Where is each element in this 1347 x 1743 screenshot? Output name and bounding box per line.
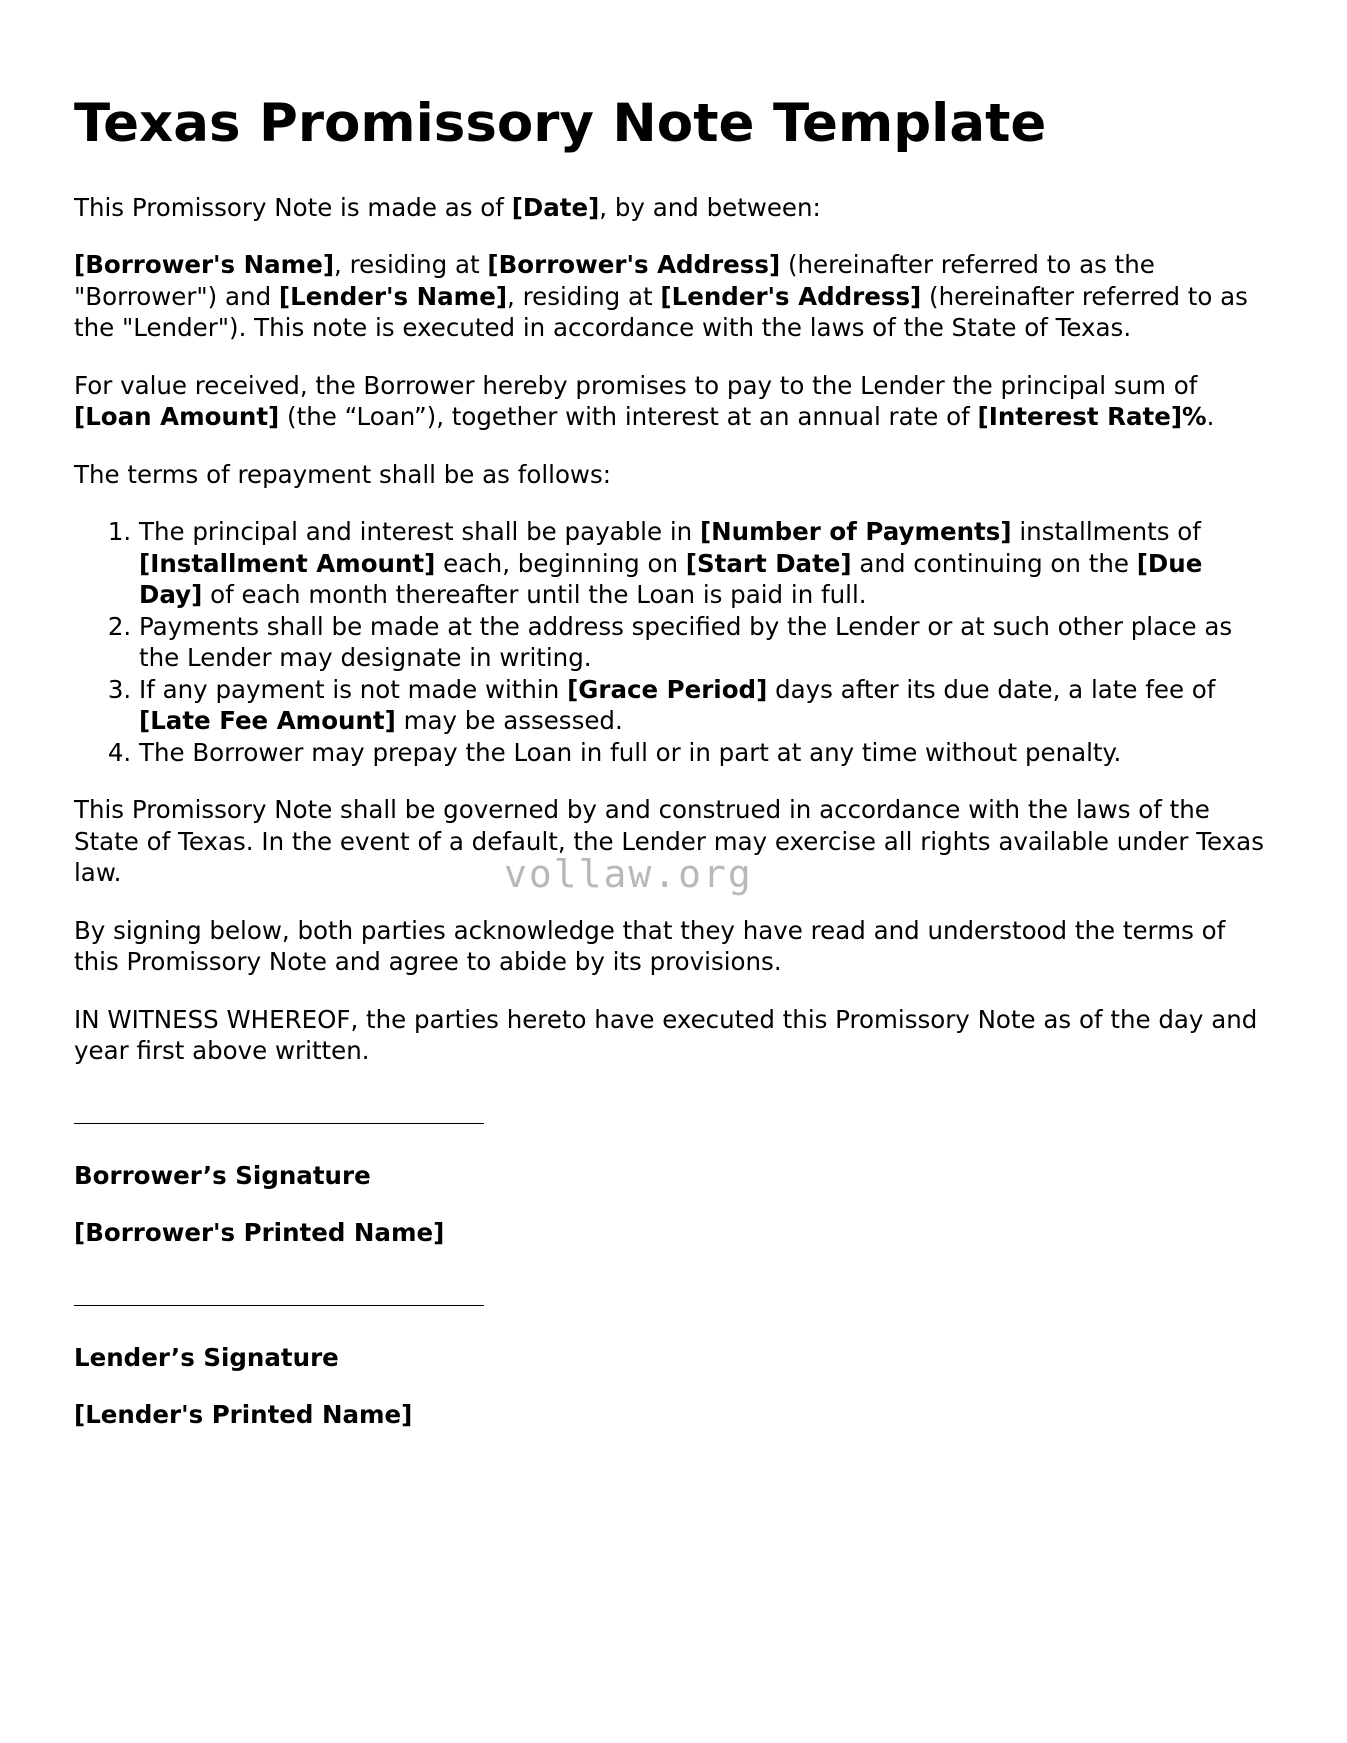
intro-text: This Promissory Note is made as of xyxy=(74,192,512,222)
borrower-signature-line xyxy=(74,1123,484,1124)
intro-text-end: , by and between: xyxy=(599,192,821,222)
governing-law-paragraph: This Promissory Note shall be governed by and construed in accordance with the laws of the State of Texas. In the event of a default, the Lender may exercise all rights available under Texas law. xyxy=(74,795,1264,888)
intro-paragraph xyxy=(74,192,1274,224)
lender-signature-label: Lender’s Signature xyxy=(74,1342,339,1372)
term-text: The principal and interest shall be payable in xyxy=(139,517,700,547)
lender-name-placeholder: [Lender's Name] xyxy=(278,281,508,311)
term-text: each, beginning on xyxy=(435,548,686,578)
parties-text: (hereinafter referred to as the "Lender"). This note is executed in accordance with the laws of the State of Texas. xyxy=(74,281,1248,343)
parties-text: , residing at xyxy=(507,281,661,311)
term-text: and continuing on the xyxy=(851,548,1137,578)
document-title: Texas Promissory Note Template xyxy=(74,93,1047,154)
lender-signature-line xyxy=(74,1305,484,1306)
watermark: vollaw.org xyxy=(504,852,753,896)
installment-amount-placeholder: [Installment Amount] xyxy=(139,548,436,578)
term-text: may be assessed. xyxy=(395,706,623,736)
list-item xyxy=(139,737,1274,769)
grace-period-placeholder: [Grace Period] xyxy=(567,674,768,704)
document-page xyxy=(74,92,1274,1457)
due-day-placeholder: [Due Day] xyxy=(139,548,1203,610)
value-text: For value received, the Borrower hereby promises to pay to the Lender the principal sum of xyxy=(74,370,1198,400)
number-of-payments-placeholder: [Number of Payments] xyxy=(699,517,1012,547)
terms-intro: The terms of repayment shall be as follows: xyxy=(74,459,611,489)
lender-address-placeholder: [Lender's Address] xyxy=(660,281,922,311)
late-fee-placeholder: [Late Fee Amount] xyxy=(139,706,396,736)
term-text: days after its due date, a late fee of xyxy=(767,674,1216,704)
loan-amount-placeholder: [Loan Amount] xyxy=(74,402,280,432)
lender-printed-name: [Lender's Printed Name] xyxy=(74,1400,413,1430)
value-text: (the “Loan”), together with interest at an annual rate of xyxy=(279,402,978,432)
term-text: Payments shall be made at the address specified by the Lender or at such other place as the Lender may designate in writing. xyxy=(139,611,1233,673)
borrower-signature-label: Borrower’s Signature xyxy=(74,1160,371,1190)
interest-rate-placeholder: [Interest Rate]% xyxy=(977,402,1207,432)
list-item xyxy=(139,674,1274,737)
witness-paragraph: IN WITNESS WHEREOF, the parties hereto have executed this Promissory Note as of the day and year first above written. xyxy=(74,1004,1258,1066)
terms-list xyxy=(74,516,1274,768)
borrower-name-placeholder: [Borrower's Name] xyxy=(74,250,335,280)
start-date-placeholder: [Start Date] xyxy=(685,548,852,578)
acknowledgment-paragraph: By signing below, both parties acknowledge that they have read and understood the terms of this Promissory Note and agree to abide by its provisions. xyxy=(74,915,1226,977)
term-text: installments of xyxy=(1011,517,1201,547)
parties-text: , residing at xyxy=(334,250,488,280)
value-text: . xyxy=(1206,402,1215,432)
term-text: The Borrower may prepay the Loan in full or in part at any time without penalty. xyxy=(139,737,1122,767)
value-paragraph xyxy=(74,370,1274,433)
list-item xyxy=(139,516,1274,611)
term-text: of each month thereafter until the Loan is paid in full. xyxy=(202,580,867,610)
term-text: If any payment is not made within xyxy=(139,674,568,704)
borrower-address-placeholder: [Borrower's Address] xyxy=(487,250,781,280)
date-placeholder: [Date] xyxy=(511,192,600,222)
borrower-printed-name: [Borrower's Printed Name] xyxy=(74,1218,445,1248)
parties-paragraph xyxy=(74,249,1274,344)
list-item xyxy=(139,611,1274,674)
parties-text: (hereinafter referred to as the "Borrower") and xyxy=(74,250,1155,311)
